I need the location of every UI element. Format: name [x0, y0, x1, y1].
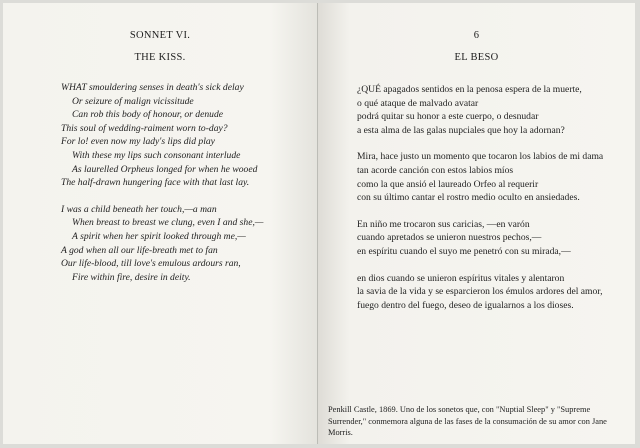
translation-line: fuego dentro del fuego, deseo de igualarnos a los dioses. [357, 299, 574, 311]
left-page [3, 3, 318, 444]
right-page [318, 3, 635, 444]
translation-line: como la que ansió el laureado Orfeo al requerir [357, 178, 539, 190]
poem-line: When breast to breast we clung, even I and she,— [72, 217, 264, 229]
poem-line: Can rob this body of honour, or denude [72, 109, 224, 121]
page-number: 6 [473, 30, 480, 41]
book-spread [3, 3, 635, 444]
spanish-translation [357, 83, 603, 312]
translation-line: o qué ataque de malvado avatar [357, 97, 479, 109]
translation-line: en dios cuando se unieron espíritus vitales y alentaron [357, 272, 565, 284]
poem-line: I was a child beneath her touch,—a man [61, 203, 217, 215]
translation-line: ¿QUÉ apagados sentidos en la penosa espera de la muerte, [357, 84, 582, 95]
translation-line: tan acorde canción con estos labios míos [357, 164, 514, 176]
translation-line: podrá quitar su honor a este cuerpo, o desnudar [357, 111, 539, 123]
stanza-gap [357, 137, 603, 150]
english-poem [61, 81, 263, 284]
translation-line: En niño me trocaron sus caricias, —en varón [357, 218, 530, 230]
poem-line: With these my lips such consonant interlude [72, 149, 241, 161]
translation-line: Mira, hace justo un momento que tocaron los labios de mi dama [357, 151, 604, 163]
poem-line: The half-drawn hungering face with that last lay. [61, 177, 250, 189]
stanza-gap [357, 205, 603, 218]
translation-line: la savia de la vida y se esparcieron los émulos ardores del amor, [357, 286, 603, 298]
poem-line: WHAT smouldering senses in death's sick delay [61, 82, 244, 93]
footnote: Penkill Castle, 1869. Uno de los sonetos que, con "Nuptial Sleep" y "Supreme Surrender," conmemora alguna de las fases de la consumación de su amor con Jane Morris. [328, 405, 607, 437]
poem-line: Our life-blood, till love's emulous ardours ran, [61, 258, 241, 270]
poem-line: A spirit when her spirit looked through me,— [72, 230, 246, 242]
translation-line: a esta alma de las galas nupciales que hoy la adornan? [357, 124, 565, 136]
translation-title: EL BESO [454, 52, 499, 63]
stanza-gap [61, 190, 263, 203]
poem-line: A god when all our life-breath met to fan [61, 244, 218, 256]
poem-line: Or seizure of malign vicissitude [72, 95, 194, 107]
translation-line: con su último cantar el rostro medio oculto en ansiedades. [357, 192, 580, 204]
translation-line: en espíritu cuando el suyo me penetró con su mirada,— [357, 245, 571, 257]
sonnet-label: SONNET VI. [129, 30, 191, 41]
stanza-gap [357, 259, 603, 272]
poem-line: This soul of wedding-raiment worn to-day? [61, 122, 228, 134]
poem-line: As laurelled Orpheus longed for when he wooed [72, 163, 258, 175]
poem-line: For lo! even now my lady's lips did play [61, 136, 215, 148]
translation-line: cuando apretados se unieron nuestros pechos,— [357, 232, 542, 244]
poem-line: Fire within fire, desire in deity. [72, 271, 191, 283]
poem-title: THE KISS. [134, 52, 186, 63]
